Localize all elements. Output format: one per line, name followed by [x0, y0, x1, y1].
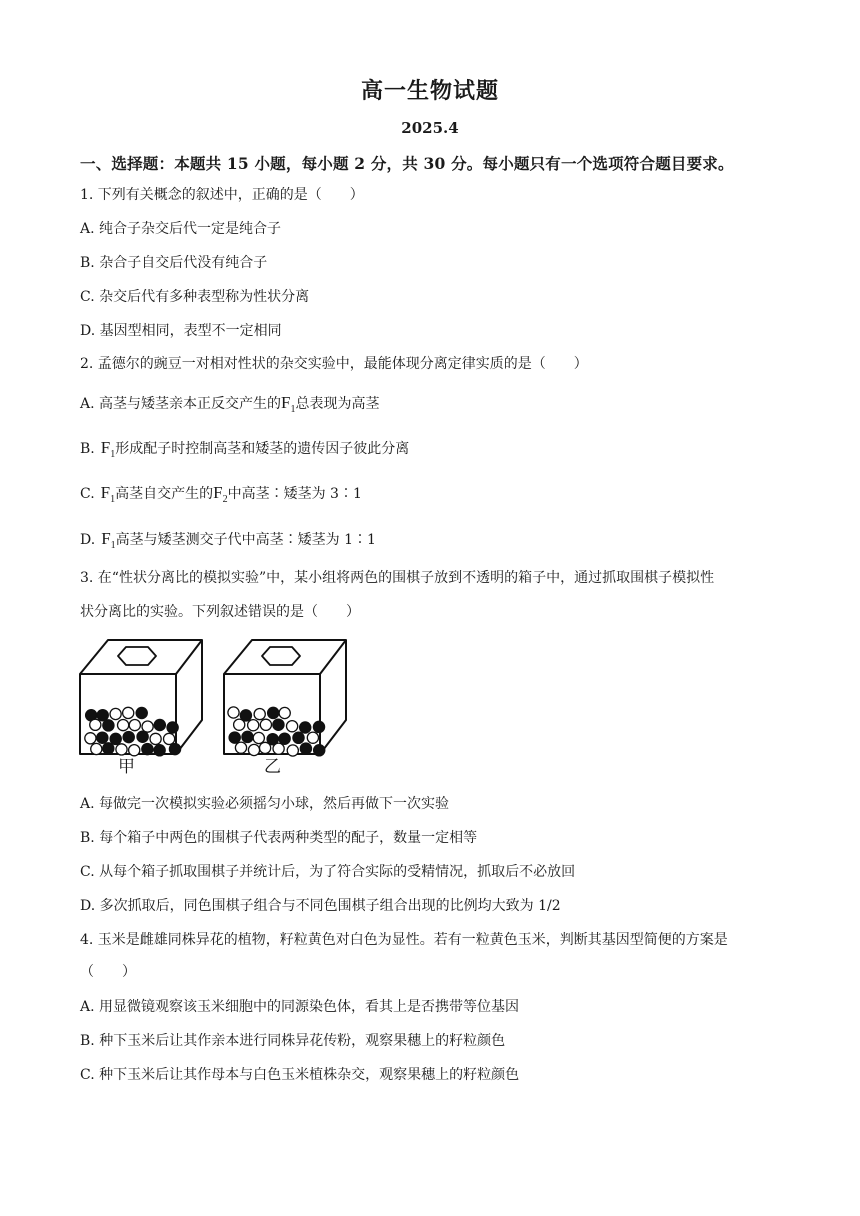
q4-stem-line1: 4. 玉米是雌雄同株异花的植物，籽粒黄色对白色为显性。若有一粒黄色玉米，判断其基因型简便的方案是	[80, 932, 728, 948]
black-stone	[268, 707, 279, 718]
black-stone	[154, 745, 165, 756]
white-stone	[254, 709, 265, 720]
q3-option-d: D. 多次抓取后，同色围棋子组合与不同色围棋子组合出现的比例均大致为 1/2	[80, 898, 561, 914]
black-stone	[97, 710, 108, 721]
f-subscript: 1	[110, 494, 116, 505]
white-stone	[235, 742, 246, 753]
section-heading: 一、选择题：本题共 15 小题，每小题 2 分，共 30 分。每小题只有一个选项符合题目要求。	[80, 154, 734, 173]
f-subscript: 1	[290, 404, 296, 415]
black-stone	[300, 722, 311, 733]
f-symbol: F	[281, 393, 291, 412]
q4-stem-line2: （ ）	[80, 964, 136, 980]
q2-stem: 2. 孟德尔的豌豆一对相对性状的杂交实验中，最能体现分离定律实质的是（ ）	[80, 356, 588, 372]
figure-label-right: 乙	[264, 757, 281, 777]
white-stone	[118, 720, 129, 731]
q3-stem-line1: 3. 在“性状分离比的模拟实验”中，某小组将两色的围棋子放到不透明的箱子中，通过抓取围棋子模拟性	[80, 570, 715, 586]
white-stone	[307, 732, 318, 743]
black-stone	[300, 743, 311, 754]
go-stones-left	[85, 707, 181, 756]
black-stone	[242, 731, 253, 742]
q4-option-b: B. 种下玉米后让其作亲本进行同株异花传粉，观察果穗上的籽粒颜色	[80, 1033, 506, 1049]
white-stone	[90, 719, 101, 730]
q1-option-d: D. 基因型相同，表型不一定相同	[80, 323, 282, 339]
q2-option-a	[80, 393, 800, 420]
white-stone	[279, 707, 290, 718]
black-stone	[229, 732, 240, 743]
white-stone	[85, 733, 96, 744]
black-stone	[136, 707, 147, 718]
black-stone	[313, 721, 324, 732]
black-stone	[142, 744, 153, 755]
exam-date: 2025.4	[401, 119, 459, 137]
white-stone	[248, 744, 259, 755]
white-stone	[142, 721, 153, 732]
white-stone	[260, 719, 271, 730]
f-symbol: F	[100, 483, 111, 502]
q2-option-b-letter: B.	[80, 441, 95, 457]
f-symbol: F	[101, 529, 111, 548]
white-stone	[228, 707, 239, 718]
f-subscript: 2	[222, 494, 228, 505]
go-stones-right	[228, 707, 325, 756]
black-stone	[279, 733, 290, 744]
q2-option-a-text: A. 高茎与矮茎亲本正反交产生的	[80, 396, 282, 412]
q2-option-c-text-end: 中高茎∶矮茎为 3∶1	[227, 486, 362, 502]
white-stone	[110, 708, 121, 719]
q1-option-b: B. 杂合子自交后代没有纯合子	[80, 255, 268, 271]
q3-option-b: B. 每个箱子中两色的围棋子代表两种类型的配子，数量一定相等	[80, 830, 478, 846]
black-stone	[123, 732, 134, 743]
f-symbol: F	[100, 438, 111, 457]
q2-option-c-letter: C.	[80, 486, 95, 502]
f-subscript: 1	[110, 449, 116, 460]
q2-option-d-letter: D.	[80, 532, 96, 548]
f-symbol: F	[213, 483, 223, 502]
q1-stem: 1. 下列有关概念的叙述中，正确的是（ ）	[80, 187, 364, 203]
black-stone	[273, 719, 284, 730]
q2-option-a-text-end: 总表现为高茎	[295, 396, 380, 412]
black-stone	[103, 720, 114, 731]
black-stone	[103, 743, 114, 754]
black-stone	[169, 744, 180, 755]
q1-option-c: C. 杂交后代有多种表型称为性状分离	[80, 289, 310, 305]
white-stone	[164, 733, 175, 744]
black-stone	[293, 732, 304, 743]
black-stone	[314, 745, 325, 756]
q2-option-b-text: 形成配子时控制高茎和矮茎的遗传因子彼此分离	[115, 441, 410, 457]
white-stone	[91, 743, 102, 754]
q4-option-a: A. 用显微镜观察该玉米细胞中的同源染色体，看其上是否携带等位基因	[80, 999, 520, 1015]
white-stone	[287, 745, 298, 756]
q2-option-d-text: 高茎与矮茎测交子代中高茎∶矮茎为 1∶1	[115, 532, 376, 548]
box-opening-left	[118, 647, 156, 665]
q3-option-a: A. 每做完一次模拟实验必须摇匀小球，然后再做下一次实验	[80, 796, 450, 812]
black-stone	[97, 732, 108, 743]
black-stone	[167, 722, 178, 733]
q3-stem-line2: 状分离比的实验。下列叙述错误的是（ ）	[80, 604, 360, 620]
f-subscript: 1	[110, 540, 116, 551]
black-stone	[154, 719, 165, 730]
black-stone	[110, 733, 121, 744]
q4-option-c: C. 种下玉米后让其作母本与白色玉米植株杂交，观察果穗上的籽粒颜色	[80, 1067, 520, 1083]
white-stone	[248, 720, 259, 731]
q3-option-c: C. 从每个箱子抓取围棋子并统计后，为了符合实际的受精情况，抓取后不必放回	[80, 864, 576, 880]
figure-label-left: 甲	[118, 757, 135, 777]
box-opening-right	[262, 647, 300, 665]
white-stone	[123, 707, 134, 718]
white-stone	[150, 733, 161, 744]
white-stone	[234, 719, 245, 730]
black-stone	[137, 731, 148, 742]
white-stone	[129, 720, 140, 731]
exam-title: 高一生物试题	[360, 78, 499, 104]
q2-option-c	[80, 483, 800, 510]
q2-option-c-text: 高茎自交产生的	[115, 486, 214, 502]
white-stone	[287, 721, 298, 732]
white-stone	[253, 732, 264, 743]
q2-option-d	[80, 529, 800, 556]
q2-option-b	[80, 438, 800, 465]
q1-option-a: A. 纯合子杂交后代一定是纯合子	[80, 221, 282, 237]
